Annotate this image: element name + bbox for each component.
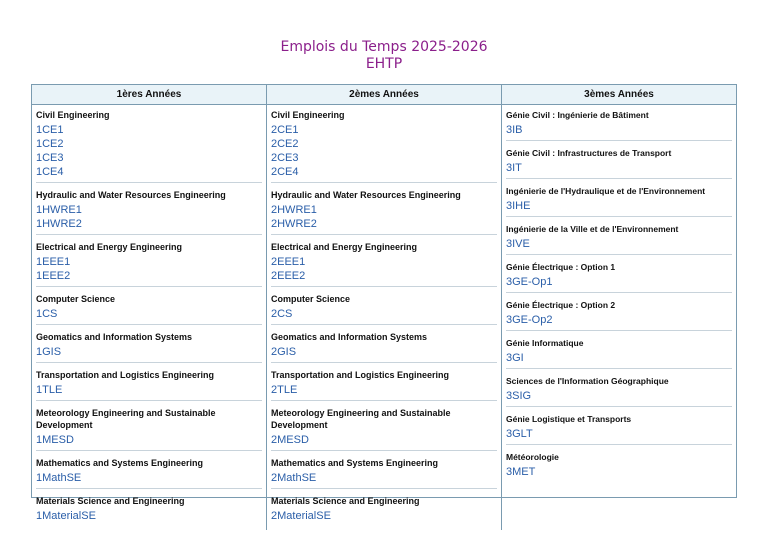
column-1ere-annee [32,105,267,530]
timetable-link[interactable]: 2EEE1 [271,256,306,268]
page-subtitle: EHTP [365,56,403,72]
program-title: Materials Science and Engineering [271,496,420,506]
program-section [36,291,262,325]
program-section [506,297,732,331]
timetable-grid [31,84,737,522]
timetable-link[interactable]: 1GIS [36,346,62,358]
program-section [271,107,497,183]
program-section [506,107,732,141]
program-section [271,367,497,401]
program-title: Civil Engineering [271,110,345,120]
program-title: Ingénierie de la Ville et de l'Environnement [506,224,679,234]
timetable-link[interactable]: 1CE1 [36,124,64,136]
program-title: Meteorology Engineering and Sustainable Development [271,408,451,430]
timetable-link[interactable]: 3IB [506,124,523,136]
program-section [271,493,497,526]
program-section [271,455,497,489]
timetable-link[interactable]: 2CE2 [271,138,299,150]
program-title: Computer Science [271,294,351,304]
program-title: Génie Électrique : Option 1 [506,262,616,272]
program-section [271,329,497,363]
program-title: Hydraulic and Water Resources Engineering [271,190,461,200]
program-title: Hydraulic and Water Resources Engineering [36,190,226,200]
timetable-link[interactable]: 1TLE [36,384,63,396]
timetable-link[interactable]: 2CE4 [271,166,299,178]
timetable-link[interactable]: 2HWRE1 [271,204,317,216]
program-title: Mathematics and Systems Engineering [271,458,439,468]
program-title: Sciences de l'Information Géographique [506,376,669,386]
program-title: Materials Science and Engineering [36,496,185,506]
timetable-link[interactable]: 2CE3 [271,152,299,164]
program-section [36,329,262,363]
program-title: Génie Logistique et Transports [506,414,632,424]
timetable-link[interactable]: 3GI [506,352,524,364]
program-section [36,455,262,489]
timetable-link[interactable]: 1HWRE2 [36,218,82,230]
timetable-link[interactable]: 3IT [506,162,522,174]
timetable-link[interactable]: 3GE-Op1 [506,276,553,288]
program-title: Electrical and Energy Engineering [271,242,418,252]
program-section [506,411,732,445]
timetable-link[interactable]: 1EEE1 [36,256,71,268]
program-title: Transportation and Logistics Engineering [271,370,450,380]
column-3eme-annee [502,105,736,530]
timetable-link[interactable]: 3SIG [506,390,532,402]
timetable-link[interactable]: 2TLE [271,384,298,396]
program-title: Génie Informatique [506,338,584,348]
timetable-link[interactable]: 2MaterialSE [271,510,331,522]
program-title: Ingénierie de l'Hydraulique et de l'Environnement [506,186,706,196]
program-section [36,405,262,451]
program-title: Geomatics and Information Systems [271,332,428,342]
timetable-link[interactable]: 3GE-Op2 [506,314,553,326]
program-title: Meteorology Engineering and Sustainable Development [36,408,216,430]
timetable-link[interactable]: 2MESD [271,434,309,446]
program-title: Transportation and Logistics Engineering [36,370,215,380]
program-section [271,187,497,235]
timetable-link[interactable]: 3MET [506,466,536,478]
program-section [506,259,732,293]
program-section [506,449,732,482]
timetable-link[interactable]: 2EEE2 [271,270,306,282]
column-header-2: 2èmes Années [267,85,502,105]
timetable-link[interactable]: 1CS [36,308,58,320]
timetable-link[interactable]: 2CE1 [271,124,299,136]
program-title: Météorologie [506,452,559,462]
column-2eme-annee [267,105,502,530]
timetable-link[interactable]: 3IVE [506,238,530,250]
timetable-link[interactable]: 1MaterialSE [36,510,96,522]
program-section [36,239,262,287]
program-title: Geomatics and Information Systems [36,332,193,342]
page-title: Emplois du Temps 2025-2026 [280,39,488,55]
program-section [271,405,497,451]
program-section [271,239,497,287]
timetable-link[interactable]: 3IHE [506,200,531,212]
column-header-3: 3èmes Années [502,85,736,105]
program-title: Civil Engineering [36,110,110,120]
program-section [506,335,732,369]
timetable-link[interactable]: 1CE3 [36,152,64,164]
program-section [506,221,732,255]
timetable-link[interactable]: 1CE2 [36,138,64,150]
timetable-link[interactable]: 1MathSE [36,472,82,484]
program-section [271,291,497,325]
program-section [36,107,262,183]
timetable-link[interactable]: 2CS [271,308,293,320]
program-section [506,183,732,217]
program-section [36,367,262,401]
program-title: Génie Civil : Infrastructures de Transport [506,148,672,158]
program-section [506,373,732,407]
timetable-link[interactable]: 1HWRE1 [36,204,82,216]
program-title: Mathematics and Systems Engineering [36,458,204,468]
program-section [36,493,262,526]
program-title: Electrical and Energy Engineering [36,242,183,252]
column-header-1: 1ères Années [32,85,267,105]
timetable-link[interactable]: 3GLT [506,428,533,440]
timetable-link[interactable]: 2HWRE2 [271,218,317,230]
timetable-link[interactable]: 1MESD [36,434,74,446]
timetable-link[interactable]: 2MathSE [271,472,317,484]
program-section [36,187,262,235]
program-title: Génie Civil : Ingénierie de Bâtiment [506,110,649,120]
program-title: Génie Électrique : Option 2 [506,300,616,310]
timetable-link[interactable]: 1EEE2 [36,270,71,282]
program-section [506,145,732,179]
timetable-link[interactable]: 2GIS [271,346,297,358]
program-title: Computer Science [36,294,116,304]
timetable-link[interactable]: 1CE4 [36,166,64,178]
